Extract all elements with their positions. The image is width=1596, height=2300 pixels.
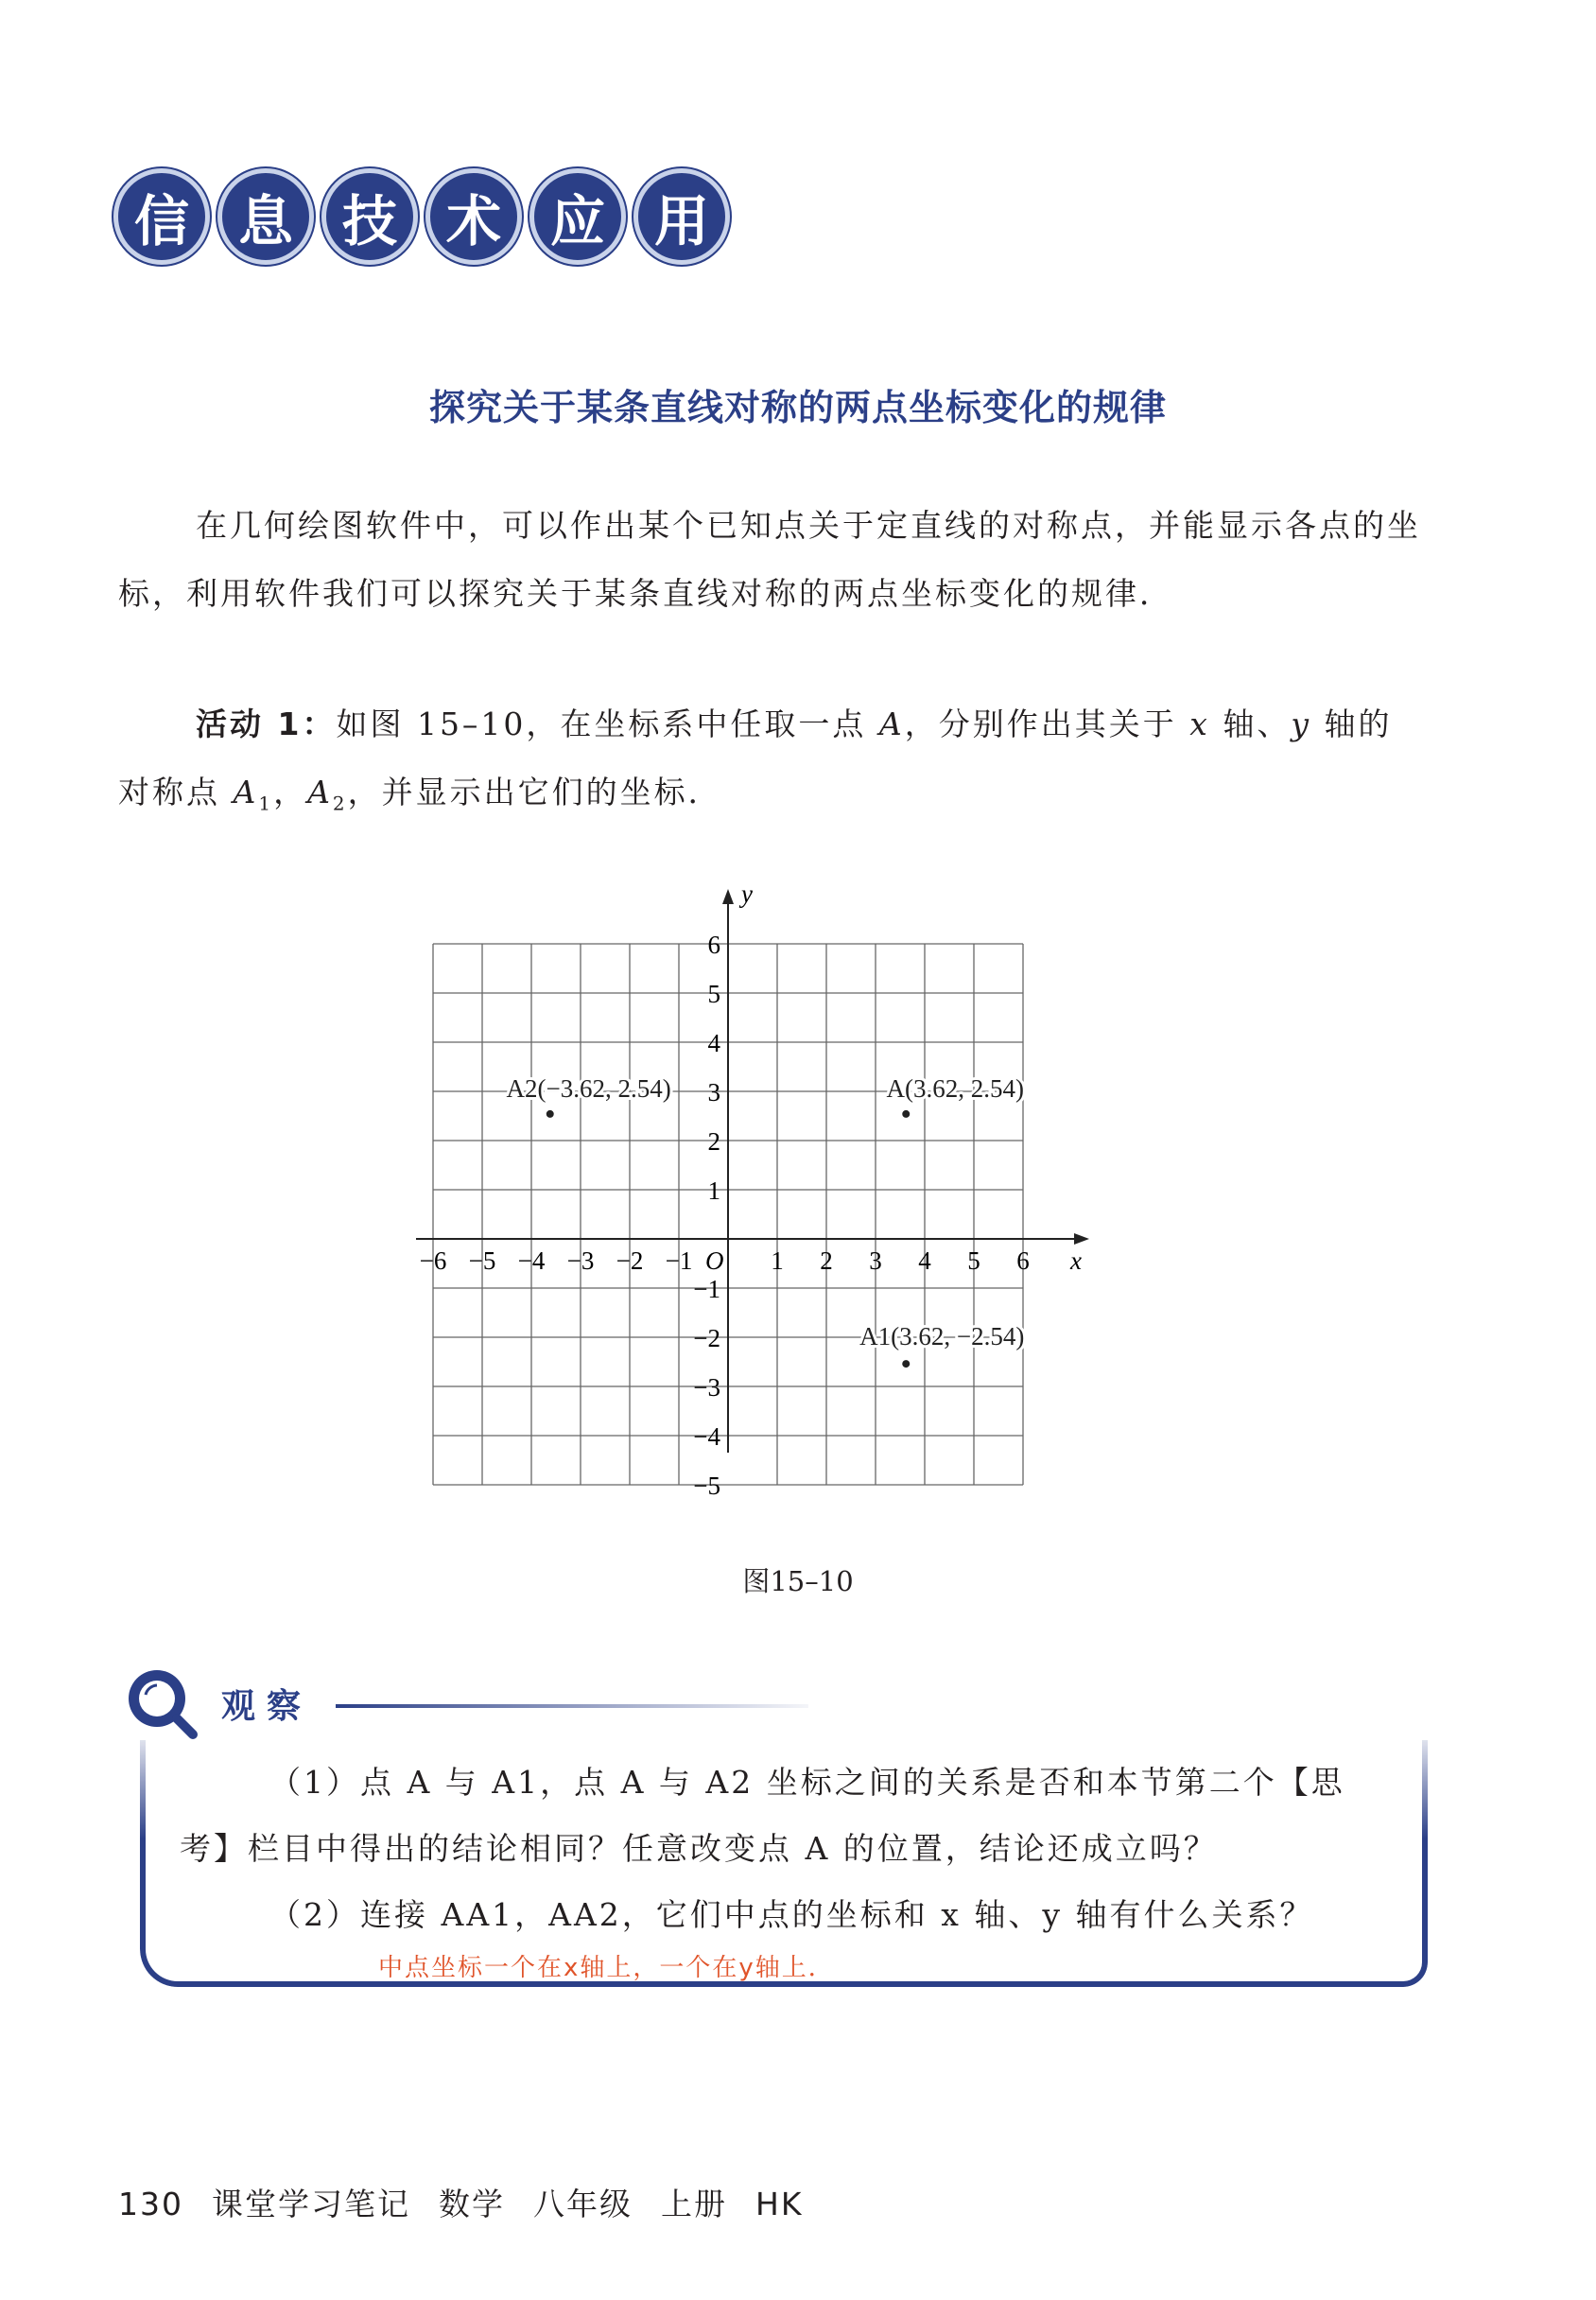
separator: ， [273, 774, 308, 810]
handwritten-note: 中点坐标一个在x轴上，一个在y轴上． [378, 1954, 835, 1982]
y-symbol: y [1291, 706, 1312, 742]
y-tick-label: 4 [707, 1029, 720, 1057]
y-tick-label: 1 [707, 1176, 720, 1205]
y-axis-arrow [722, 889, 734, 904]
x-tick-label: 1 [771, 1246, 784, 1275]
point-label-a1: A1(3.62, −2.54) [859, 1322, 1025, 1351]
banner-char: 技 [321, 168, 418, 265]
section-title: 探究关于某条直线对称的两点坐标变化的规律 [428, 387, 1167, 428]
x-tick-label: 5 [967, 1246, 980, 1275]
point-a2-symbol: A [307, 774, 333, 810]
activity-text: ，分别作出其关于 [904, 706, 1190, 742]
grade: 八年级 [533, 2186, 633, 2222]
observe-question-2: （2）连接 AA1，AA2，它们中点的坐标和 x 轴、y 轴有什么关系？ [269, 1896, 1314, 1933]
point-a1-symbol: A [233, 774, 259, 810]
figure-caption: 图15–10 [742, 1565, 854, 1597]
point-a2 [546, 1110, 554, 1118]
subject: 数学 [439, 2186, 505, 2222]
point-label-a2: A2(−3.62, 2.54) [506, 1073, 671, 1103]
observe-question-1-cont: 考】栏目中得出的结论相同？任意改变点 A 的位置，结论还成立吗？ [180, 1830, 1218, 1867]
activity-text: ，并显示出它们的坐标． [347, 774, 722, 810]
y-tick-label: 2 [707, 1127, 720, 1156]
banner-char: 术 [425, 168, 522, 265]
x-symbol: x [1189, 706, 1210, 742]
x-tick-label: −4 [517, 1246, 546, 1275]
activity-paragraph [118, 690, 1423, 838]
observe-label: 观察 [221, 1687, 313, 1726]
volume: 上册 [661, 2186, 727, 2222]
origin-label: O [705, 1246, 724, 1275]
y-tick-label: −3 [693, 1373, 720, 1402]
point-a-symbol: A [878, 706, 905, 742]
section-banner [113, 168, 730, 272]
y-tick-label: 6 [707, 931, 720, 959]
coordinate-plane [416, 870, 1135, 1551]
x-tick-label: 6 [1016, 1246, 1030, 1275]
banner-char: 用 [633, 168, 730, 265]
banner-char: 应 [529, 168, 626, 265]
x-tick-label: 4 [918, 1246, 931, 1275]
point-label-a: A(3.62, 2.54) [886, 1073, 1024, 1103]
page-number: 130 [118, 2186, 183, 2222]
page-footer [118, 2180, 831, 2224]
subscript: 2 [332, 792, 348, 815]
y-tick-label: −1 [693, 1275, 720, 1303]
x-tick-label: 2 [820, 1246, 833, 1275]
y-tick-label: 3 [707, 1078, 720, 1106]
point-a1 [902, 1360, 910, 1368]
x-tick-label: −6 [419, 1246, 447, 1275]
x-axis-label: x [1070, 1246, 1082, 1275]
x-axis-arrow [1074, 1233, 1089, 1245]
y-axis-label: y [741, 880, 753, 908]
subscript: 1 [258, 792, 274, 815]
y-tick-label: −2 [693, 1324, 720, 1352]
x-tick-label: −5 [468, 1246, 496, 1275]
activity-text: 轴的对称点 [118, 706, 1393, 810]
y-tick-label: −5 [693, 1472, 720, 1500]
book-title: 课堂学习笔记 [212, 2186, 410, 2222]
observe-question-1: （1）点 A 与 A1，点 A 与 A2 坐标之间的关系是否和本节第二个【思 [269, 1764, 1345, 1801]
activity-text: 如图 15–10，在坐标系中任取一点 [336, 706, 879, 742]
banner-char: 信 [113, 168, 210, 265]
banner-char: 息 [217, 168, 314, 265]
activity-lead: 活动 1： [196, 706, 337, 742]
y-tick-label: 5 [707, 980, 720, 1008]
y-tick-label: −4 [693, 1422, 720, 1451]
coordinate-figure [416, 870, 1135, 1551]
x-tick-label: 3 [869, 1246, 882, 1275]
observe-rule [336, 1704, 808, 1708]
x-tick-label: −1 [665, 1246, 693, 1275]
edition: HK [755, 2186, 804, 2222]
activity-text: 轴、 [1209, 706, 1292, 742]
intro-paragraph: 在几何绘图软件中，可以作出某个已知点关于定直线的对称点，并能显示各点的坐标，利用软件我们可以探究关于某条直线对称的两点坐标变化的规律． [118, 507, 1421, 612]
magnifier-icon [125, 1666, 199, 1740]
point-a [902, 1110, 910, 1118]
x-tick-label: −3 [566, 1246, 595, 1275]
x-tick-label: −2 [616, 1246, 644, 1275]
